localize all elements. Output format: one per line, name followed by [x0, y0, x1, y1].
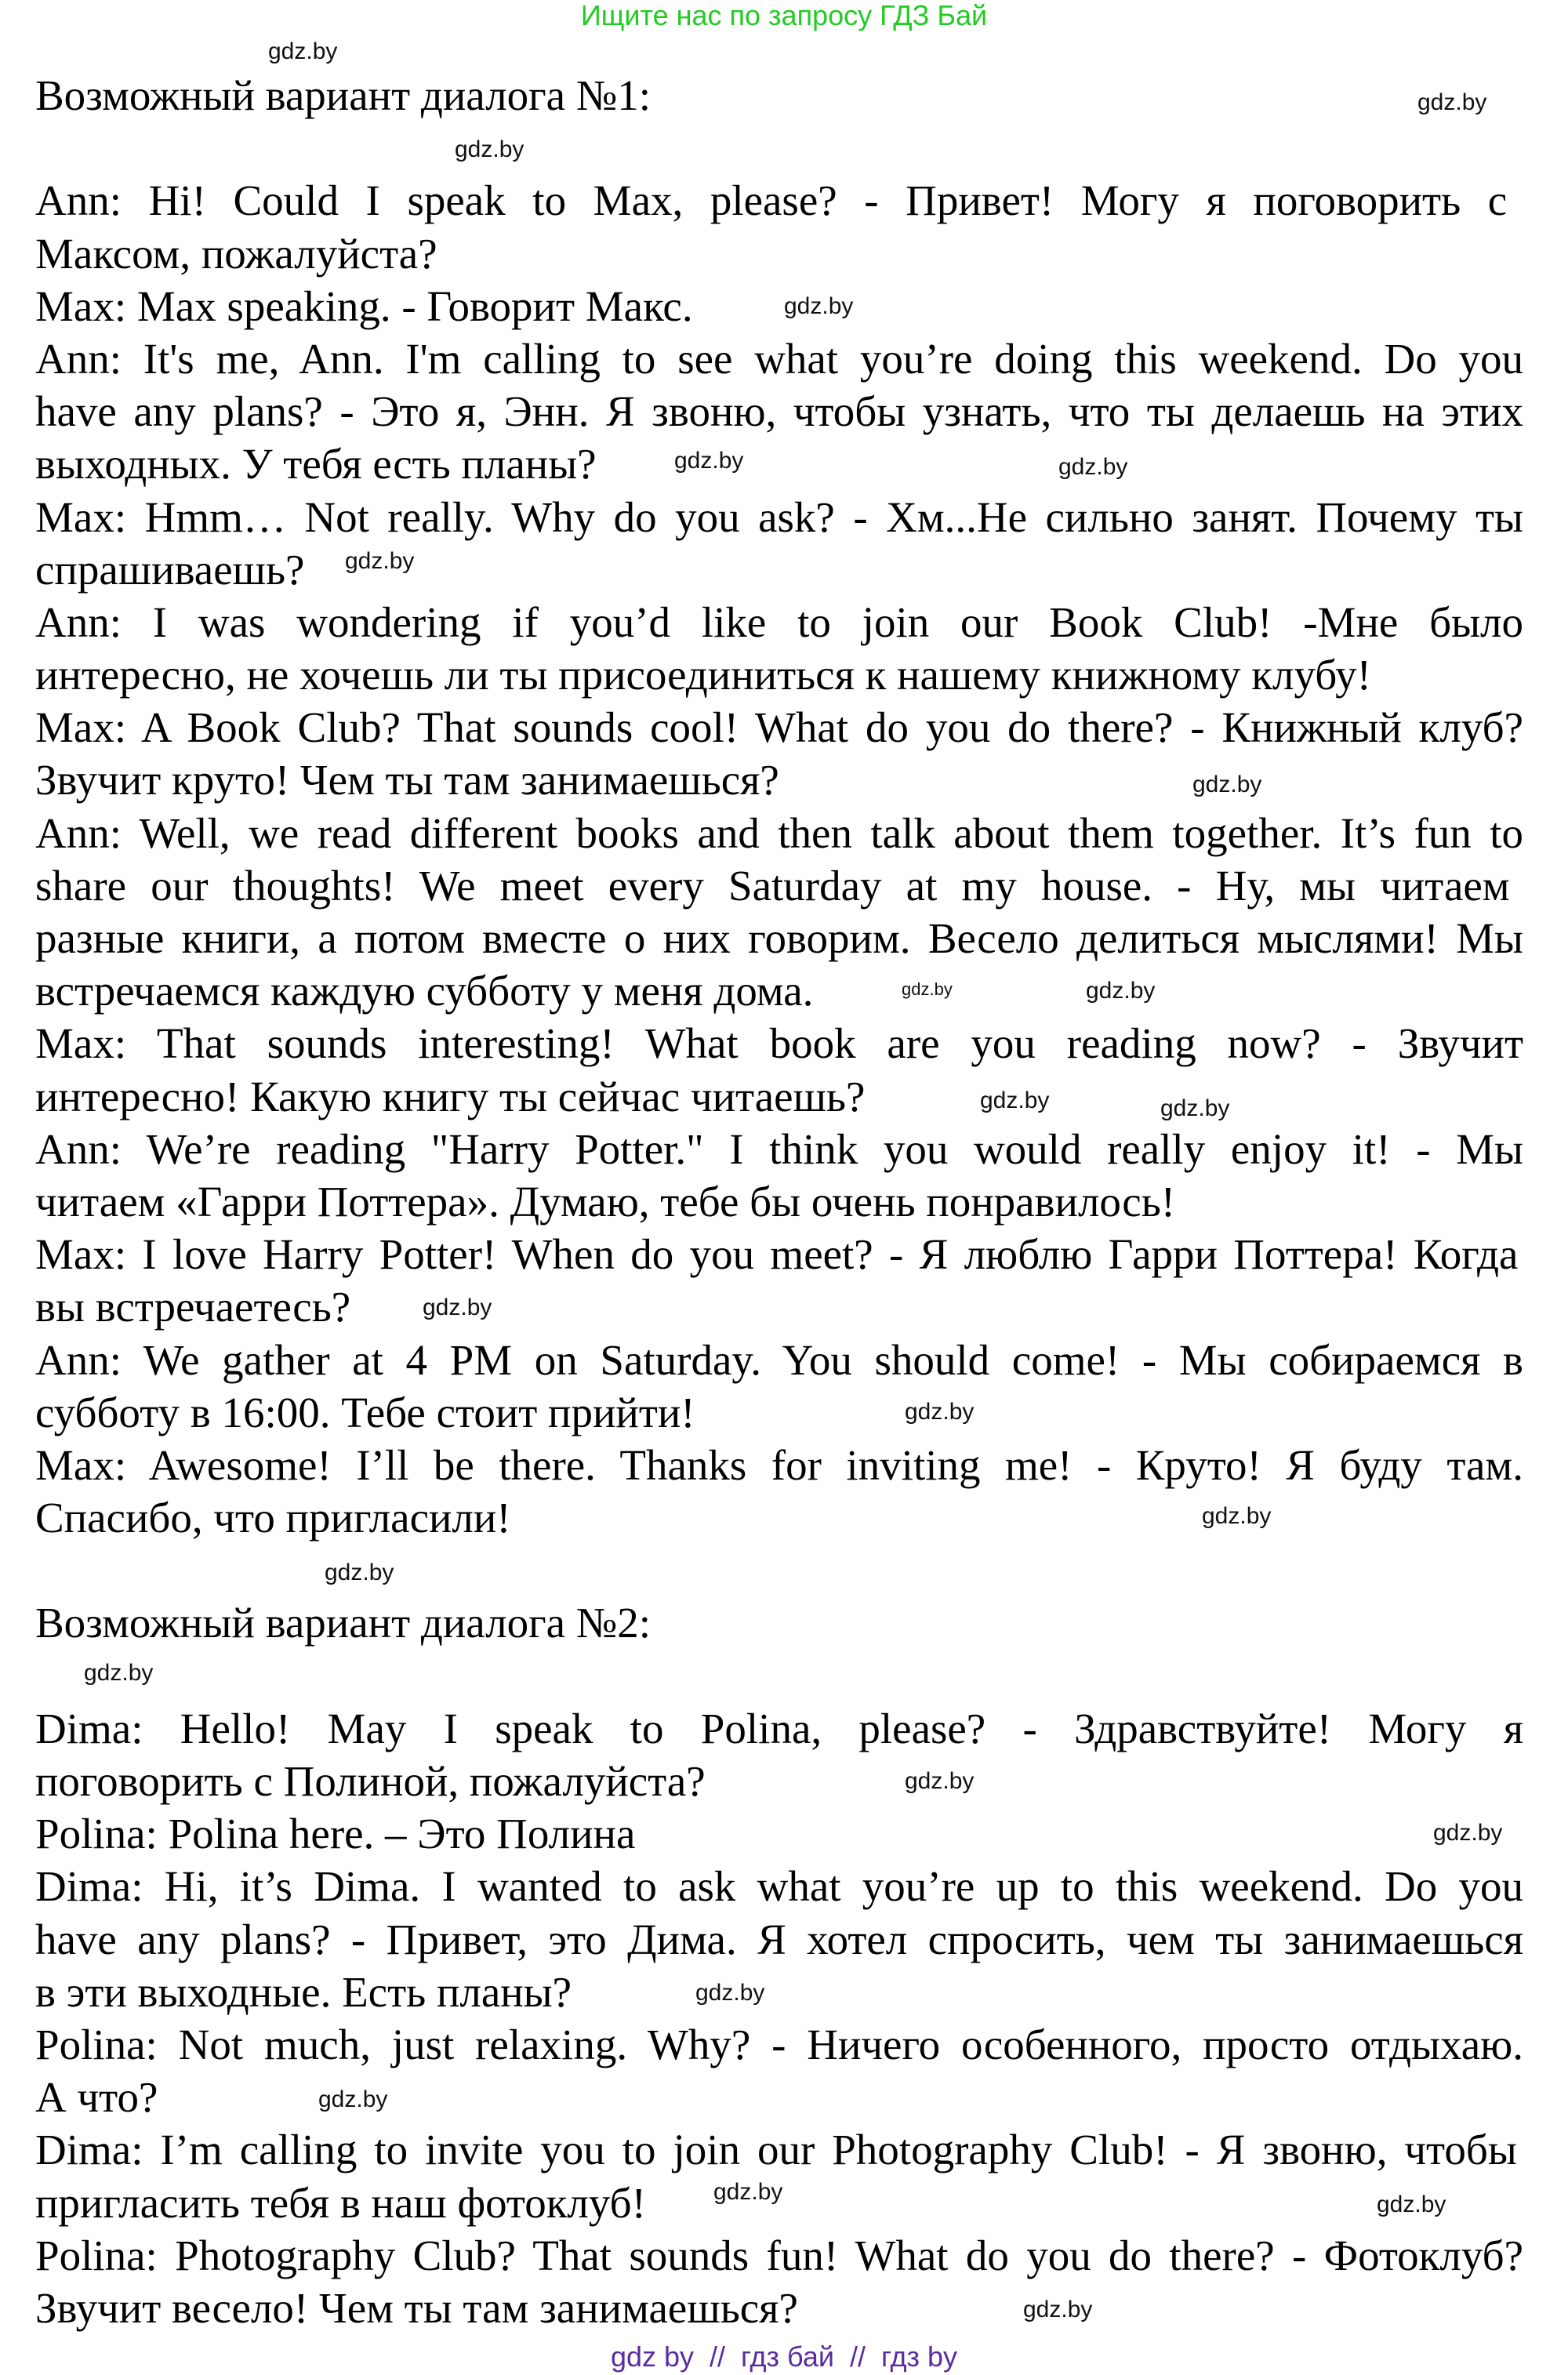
text-row: [35, 1755, 1523, 1807]
text-line: Polina: Not much, just relaxing. Why? - Ничего особенного, просто отдыхаю.: [35, 2020, 1523, 2068]
watermark: gdz.by: [1058, 454, 1128, 480]
dialogue-line: [35, 332, 1523, 491]
heading-dialogue-2-row: [35, 1596, 1523, 1649]
watermark: gdz.by: [1192, 772, 1262, 797]
dialogue-line: [35, 2123, 1523, 2228]
dialogue-line: [35, 2229, 1523, 2334]
text-line: Max: Hmm… Not really. Why do you ask? - Хм...Не сильно занят. Почему ты: [35, 492, 1523, 541]
text-line: Спасибо, что пригласили!: [35, 1494, 511, 1542]
watermark: gdz.by: [1160, 1095, 1230, 1121]
text-line: Polina: Polina here. – Это Полина: [35, 1810, 636, 1858]
text-row: [35, 701, 1523, 754]
text-row: [35, 2071, 1523, 2123]
text-row: [35, 1966, 1523, 2018]
dialogue-line: [35, 174, 1523, 279]
text-row: [35, 1860, 1523, 1912]
text-row: [35, 1386, 1523, 1439]
text-row: [35, 1228, 1523, 1280]
text-line: Ann: We gather at 4 PM on Saturday. You should come! - Мы собираемся в: [35, 1335, 1523, 1384]
text-row: [35, 2229, 1523, 2282]
watermark: gdz.by: [455, 136, 524, 162]
text-row: [35, 2018, 1523, 2071]
heading-dialogue-1-row: [35, 69, 1523, 122]
spacer: [35, 122, 1523, 174]
text-line: Dima: I’m calling to invite you to join our Photography Club! - Я звоню, чтобы: [35, 2126, 1517, 2174]
text-row: [35, 227, 1523, 280]
text-line: Ann: Hi! Could I speak to Max, please? - Привет! Могу я поговорить с: [35, 176, 1508, 225]
text-row: [35, 2282, 1523, 2334]
document-body: [35, 69, 1523, 2334]
dialogue-2: [35, 1702, 1523, 2334]
text-row: [35, 1913, 1523, 1966]
text-line: пригласить тебя в наш фотоклуб!: [35, 2178, 646, 2227]
text-line: поговорить с Полиной, пожалуйста?: [35, 1757, 706, 1805]
text-row: [35, 1070, 1523, 1123]
watermark: gdz.by: [1417, 89, 1487, 115]
heading-dialogue-2: Возможный вариант диалога №2:: [35, 1599, 652, 1647]
text-line: Ann: Well, we read different books and then talk about them together. It’s fun to: [35, 808, 1523, 857]
dialogue-line: [35, 807, 1523, 1018]
text-row: [35, 332, 1523, 385]
dialogue-line: [35, 596, 1523, 701]
text-row: [35, 174, 1523, 227]
text-line: субботу в 16:00. Тебе стоит прийти!: [35, 1388, 695, 1436]
watermark: gdz.by: [1433, 1820, 1503, 1846]
dialogue-line: [35, 701, 1523, 806]
text-line: вы встречаетесь?: [35, 1283, 351, 1331]
watermark: gdz.by: [325, 1560, 394, 1585]
dialogue-line: [35, 491, 1523, 596]
text-row: [35, 859, 1523, 912]
text-row: [35, 1280, 1523, 1333]
text-row: [35, 280, 1523, 332]
text-line: Max: That sounds interesting! What book are you reading now? - Звучит: [35, 1019, 1523, 1068]
text-row: [35, 1439, 1523, 1491]
text-row: [35, 1017, 1523, 1069]
text-row: [35, 1702, 1523, 1755]
watermark: gdz.by: [268, 38, 338, 64]
dialogue-line: [35, 1334, 1523, 1439]
watermark: gdz.by: [674, 448, 744, 474]
watermark: gdz.by: [905, 1399, 975, 1425]
watermark: gdz.by: [784, 293, 854, 319]
watermark: gdz.by: [345, 548, 415, 574]
text-line: Ann: It's me, Ann. I'm calling to see what you’re doing this weekend. Do you: [35, 334, 1523, 383]
text-row: [35, 543, 1523, 596]
watermark: gdz.by: [1023, 2297, 1093, 2322]
text-row: [35, 1491, 1523, 1544]
text-line: в эти выходные. Есть планы?: [35, 1967, 572, 2016]
text-line: спрашиваешь?: [35, 545, 305, 594]
text-line: Ann: I was wondering if you’d like to join our Book Club! -Мне было: [35, 597, 1523, 646]
watermark: gdz.by: [1086, 978, 1156, 1004]
text-row: [35, 1123, 1523, 1175]
text-line: Dima: Hi, it’s Dima. I wanted to ask what you’re up to this weekend. Do you: [35, 1862, 1523, 1911]
text-line: встречаемся каждую субботу у меня дома.: [35, 967, 814, 1015]
text-line: интересно, не хочешь ли ты присоединиться к нашему книжному клубу!: [35, 651, 1371, 699]
dialogue-line: [35, 1123, 1523, 1228]
text-line: Максом, пожалуйста?: [35, 229, 437, 278]
watermark: gdz.by: [1377, 2192, 1446, 2217]
search-banner: Ищите нас по запросу ГДЗ Бай: [580, 0, 988, 31]
text-line: Ann: We’re reading "Harry Potter." I think you would really enjoy it! - Мы: [35, 1124, 1523, 1173]
watermark: gdz.by: [980, 1088, 1050, 1113]
text-line: разные книги, а потом вместе о них говорим. Весело делиться мыслями! Мы: [35, 914, 1523, 962]
watermark: gdz.by: [713, 2179, 783, 2205]
text-line: выходных. У тебя есть планы?: [35, 440, 597, 488]
text-line: have any plans? - Это я, Энн. Я звоню, чтобы узнать, что ты делаешь на этих: [35, 387, 1523, 436]
watermark: gdz.by: [318, 2086, 388, 2112]
watermark: gdz.by: [695, 1980, 765, 2006]
watermark: gdz.by: [84, 1660, 154, 1686]
dialogue-line: [35, 1228, 1523, 1333]
watermark: gdz.by: [423, 1295, 492, 1320]
text-line: share our thoughts! We meet every Saturday at my house. - Ну, мы читаем: [35, 861, 1510, 910]
text-row: [35, 1334, 1523, 1386]
text-row: [35, 1807, 1523, 1860]
text-row: [35, 912, 1523, 964]
text-line: have any plans? - Привет, это Дима. Я хотел спросить, чем ты занимаешься: [35, 1915, 1523, 1963]
heading-dialogue-1: Возможный вариант диалога №1:: [35, 71, 652, 119]
text-line: Dima: Hello! May I speak to Polina, please? - Здравствуйте! Могу я: [35, 1704, 1523, 1752]
dialogue-line: [35, 2018, 1523, 2123]
footer-banner: gdz by // гдз бай // гдз by: [610, 2341, 958, 2373]
text-row: [35, 491, 1523, 543]
text-row: [35, 596, 1523, 648]
text-row: [35, 648, 1523, 701]
text-line: Max: I love Harry Potter! When do you meet? - Я люблю Гарри Поттера! Когда: [35, 1230, 1519, 1279]
watermark: gdz.by: [1202, 1503, 1272, 1529]
text-row: [35, 754, 1523, 806]
text-line: Polina: Photography Club? That sounds fun! What do you do there? - Фотоклуб?: [35, 2231, 1523, 2279]
text-line: Max: A Book Club? That sounds cool! What do you do there? - Книжный клуб?: [35, 703, 1523, 752]
text-line: Звучит весело! Чем ты там занимаешься?: [35, 2283, 798, 2332]
text-line: А что?: [35, 2073, 158, 2122]
watermark: gdz.by: [905, 1768, 975, 1794]
text-line: Звучит круто! Чем ты там занимаешься?: [35, 756, 779, 804]
text-row: [35, 807, 1523, 859]
text-row: [35, 2123, 1523, 2176]
watermark: gdz.by: [902, 979, 953, 999]
spacer: [35, 1650, 1523, 1702]
dialogue-line: [35, 1702, 1523, 1807]
dialogue-line: [35, 1860, 1523, 2018]
dialogue-line: [35, 280, 1523, 332]
text-line: читаем «Гарри Поттера». Думаю, тебе бы очень понравилось!: [35, 1177, 1176, 1226]
dialogue-line: [35, 1439, 1523, 1544]
text-row: [35, 438, 1523, 490]
text-row: [35, 964, 1523, 1017]
dialogue-line: [35, 1017, 1523, 1122]
text-row: [35, 1175, 1523, 1228]
text-row: [35, 385, 1523, 438]
dialogue-1: [35, 174, 1523, 1544]
spacer: [35, 1544, 1523, 1596]
dialogue-line: [35, 1807, 1523, 1860]
text-line: Max: Max speaking. - Говорит Макс.: [35, 281, 693, 330]
text-line: Max: Awesome! I’ll be there. Thanks for inviting me! - Круто! Я буду там.: [35, 1440, 1523, 1489]
text-line: интересно! Какую книгу ты сейчас читаешь?: [35, 1072, 866, 1120]
